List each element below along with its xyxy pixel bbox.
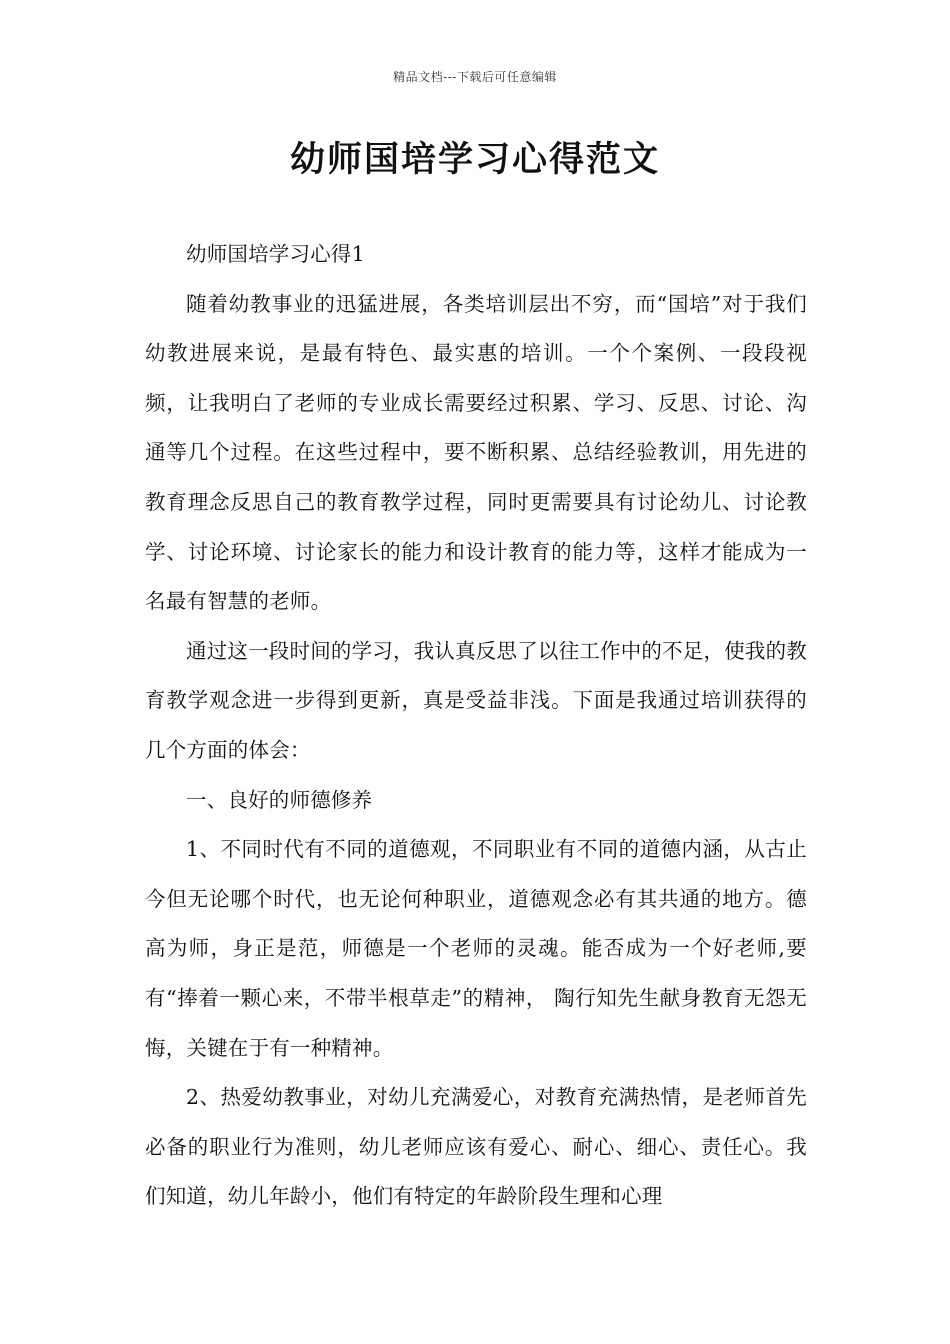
header-note: 精品文档---下载后可任意编辑 <box>393 70 557 84</box>
paragraph: 2、热爱幼教事业，对幼儿充满爱心，对教育充满热情，是老师首先必备的职业行为准则，幼儿老师应该有爱心、耐心、细心、责任心。我们知道，幼儿年龄小，他们有特定的年龄阶段生理和心理 <box>145 1085 807 1209</box>
document-body <box>145 230 807 1222</box>
document-title: 幼师国培学习心得范文 <box>289 140 660 180</box>
paragraph: 通过这一段时间的学习，我认真反思了以往工作中的不足，使我的教育教学观念进一步得到更新，真是受益非浅。下面是我通过培训获得的几个方面的体会： <box>145 638 807 762</box>
section-heading: 一、良好的师德修养 <box>186 787 373 812</box>
section-heading: 幼师国培学习心得1 <box>186 242 365 266</box>
paragraph: 随着幼教事业的迅猛进展，各类培训层出不穷，而“国培”对于我们幼教进展来说，是最有特色、最实惠的培训。一个个案例、一段段视频，让我明白了老师的专业成长需要经过积累、学习、反思、讨论、沟通等几个过程。在这些过程中，要不断积累、总结经验教训，用先进的教育理念反思自己的教育教学过程，同时更需要具有讨论幼儿、讨论教学、讨论环境、讨论家长的能力和设计教育的能力等，这样才能成为一名最有智慧的老师。 <box>145 291 807 614</box>
paragraph: 1、不同时代有不同的道德观，不同职业有不同的道德内涵，从古止今但无论哪个时代，也无论何种职业，道德观念必有其共通的地方。德高为师，身正是范，师德是一个老师的灵魂。能否成为一个好老师,要有“捧着一颗心来，不带半根草走”的精神， 陶行知先生献身教育无怨无悔，关键在于有一种精神。 <box>145 837 807 1060</box>
